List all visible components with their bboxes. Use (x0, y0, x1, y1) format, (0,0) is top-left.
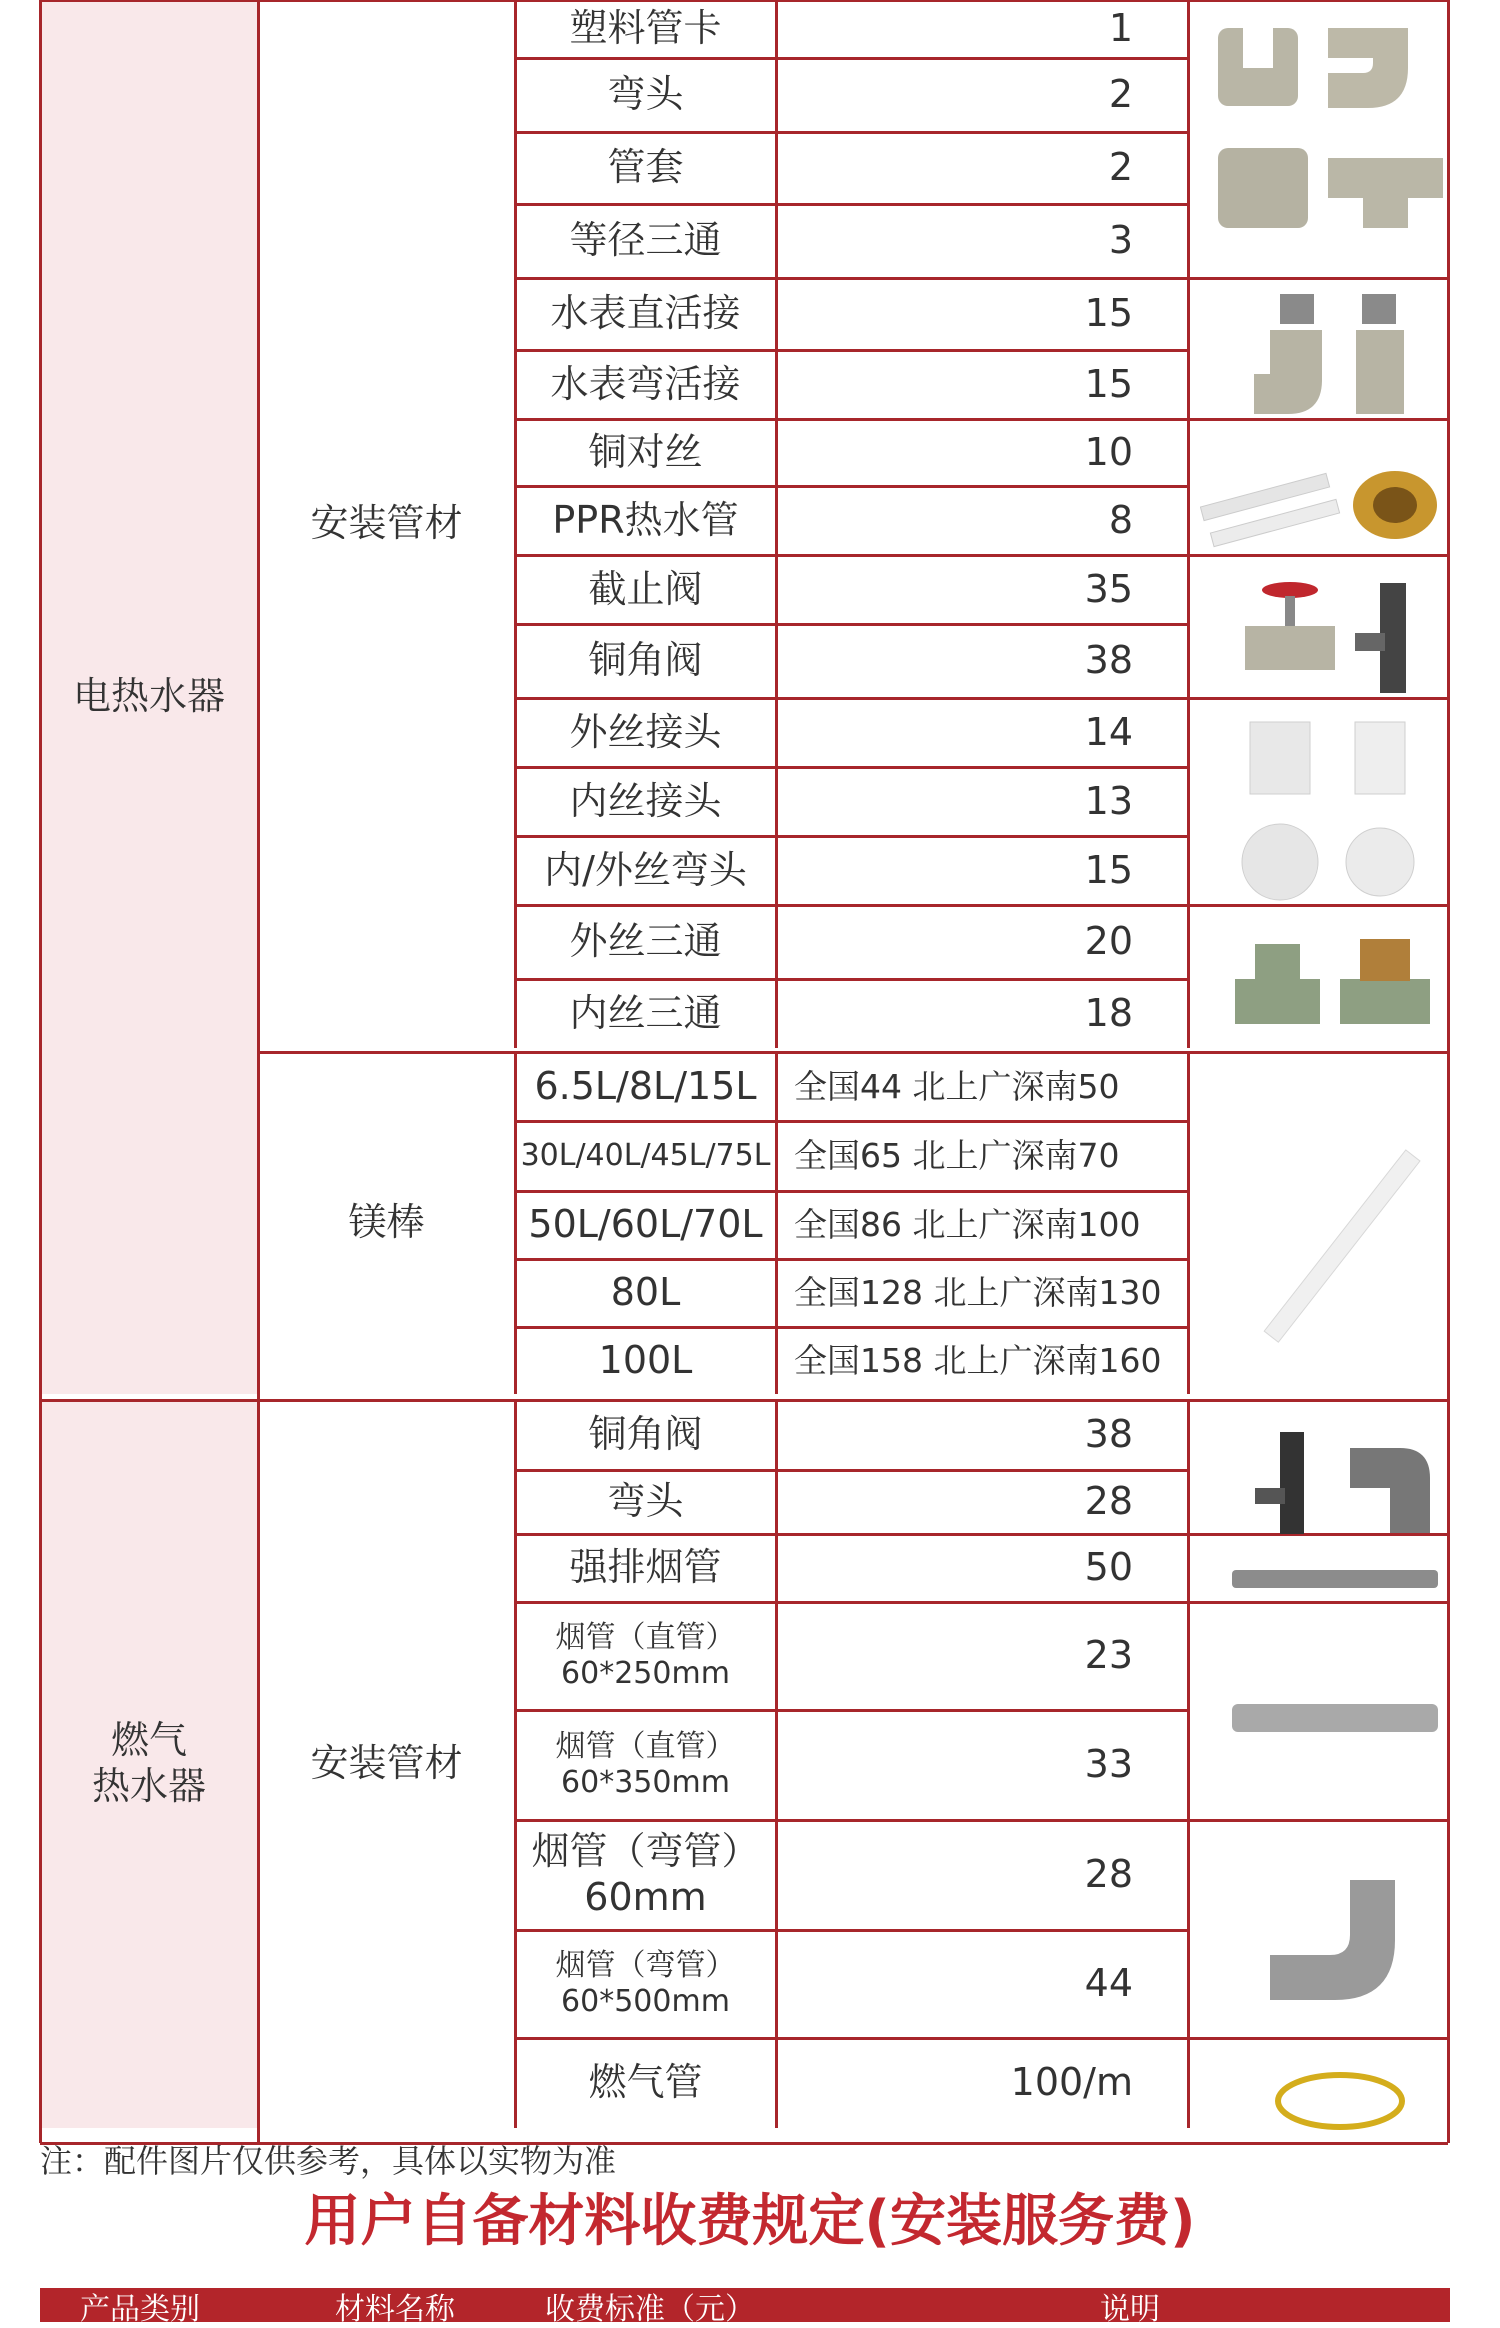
column-divider (514, 0, 517, 1048)
row-divider (515, 277, 1188, 280)
flue-elbow-image (1260, 1875, 1400, 2005)
fee-value: 全国44 北上广深南50 (794, 1066, 1120, 1106)
row-divider (1188, 2037, 1448, 2040)
row-divider (515, 203, 1188, 206)
row-divider (515, 697, 1188, 700)
row-divider (515, 1709, 1188, 1712)
ppr-pipe-brass-nipple-image (1200, 450, 1450, 560)
stop-valve-angle-valve-image (1230, 578, 1440, 698)
threaded-connectors-image (1230, 712, 1440, 907)
column-divider (775, 1400, 778, 2128)
fee-value: 全国158 北上广深南160 (794, 1340, 1162, 1380)
fee-value: 3 (1108, 218, 1133, 263)
category-name: 燃气 热水器 (91, 1718, 206, 1808)
material-name: 等径三通 (569, 218, 722, 263)
fee-value: 15 (1084, 361, 1133, 406)
note-text: 注：配件图片仅供参考，具体以实物为准 (40, 2142, 617, 2180)
fee-value: 50 (1084, 1545, 1133, 1590)
column-divider (257, 0, 260, 2143)
magnesium-rod-image (1230, 1140, 1450, 1360)
row-divider (515, 485, 1188, 488)
category-name: 电热水器 (72, 674, 225, 719)
fee-value: 38 (1084, 638, 1133, 683)
row-divider (40, 1399, 1448, 1402)
fee-value: 1 (1108, 6, 1133, 51)
material-name: 外丝接头 (569, 709, 722, 754)
material-name: 烟管（直管） 60*350mm (555, 1729, 736, 1800)
material-name: PPR热水管 (552, 497, 739, 542)
row-divider (515, 835, 1188, 838)
row-divider (515, 1469, 1188, 1472)
fee-value: 38 (1084, 1412, 1133, 1457)
row-divider (515, 1929, 1188, 1932)
pipe-clip-elbow-sleeve-tee-image (1208, 8, 1448, 238)
fee-value: 全国128 北上广深南130 (794, 1273, 1162, 1313)
row-divider (515, 2037, 1188, 2040)
row-divider (515, 904, 1188, 907)
fee-value: 18 (1084, 990, 1133, 1035)
column-divider (1447, 0, 1450, 2143)
fee-value: 33 (1084, 1742, 1133, 1787)
material-name: 内丝三通 (569, 990, 722, 1035)
fee-value: 23 (1084, 1633, 1133, 1678)
material-name: 铜角阀 (588, 638, 703, 683)
footer-header-fee: 收费标准（元） (545, 2292, 755, 2327)
material-name: 管套 (607, 145, 684, 190)
forced-exhaust-pipe-image (1230, 1566, 1440, 1592)
fee-value: 28 (1084, 1479, 1133, 1524)
fee-value: 14 (1084, 709, 1133, 754)
column-divider (514, 1400, 517, 2128)
fee-value: 15 (1084, 847, 1133, 892)
row-divider (515, 349, 1188, 352)
material-name: 外丝三通 (569, 919, 722, 964)
row-divider (515, 1601, 1188, 1604)
fee-value: 35 (1084, 566, 1133, 611)
fee-value: 2 (1108, 145, 1133, 190)
row-divider (1188, 1819, 1448, 1822)
row-divider (515, 1258, 1188, 1261)
material-name: 烟管（弯管） 60mm (531, 1829, 760, 1919)
material-name: 100L (598, 1337, 693, 1382)
row-divider (1188, 277, 1448, 280)
footer-header-remark: 说明 (1100, 2292, 1160, 2327)
fee-value: 28 (1084, 1852, 1133, 1897)
material-name: 弯头 (607, 1479, 684, 1524)
column-divider (1187, 0, 1190, 1048)
material-name: 内丝接头 (569, 778, 722, 823)
fee-value: 15 (1084, 291, 1133, 336)
material-name: 弯头 (607, 72, 684, 117)
material-name: 铜对丝 (588, 429, 703, 474)
footer-header-category: 产品类别 (80, 2292, 200, 2327)
material-name: 80L (610, 1270, 681, 1315)
material-name: 烟管（直管） 60*250mm (555, 1620, 736, 1691)
material-name: 烟管（弯管） 60*500mm (555, 1948, 736, 2019)
fee-value: 44 (1084, 1961, 1133, 2006)
row-divider (515, 1819, 1188, 1822)
row-divider (40, 0, 1448, 2)
row-divider (515, 1326, 1188, 1329)
fee-value: 10 (1084, 429, 1133, 474)
fee-value: 13 (1084, 778, 1133, 823)
row-divider (515, 554, 1188, 557)
row-divider (258, 1051, 1448, 1054)
column-divider (775, 1052, 778, 1394)
material-name: 截止阀 (588, 566, 703, 611)
water-meter-union-image (1240, 290, 1440, 420)
fee-value: 8 (1108, 497, 1133, 542)
row-divider (515, 623, 1188, 626)
footer-header-material: 材料名称 (335, 2292, 455, 2327)
row-divider (515, 766, 1188, 769)
column-divider (1187, 1400, 1190, 2128)
group-name: 镁棒 (348, 1200, 425, 1245)
row-divider (515, 131, 1188, 134)
straight-flue-pipe-image (1230, 1700, 1440, 1736)
group-name: 安装管材 (310, 501, 463, 546)
gas-angle-valve-elbow-image (1230, 1428, 1440, 1538)
row-divider (515, 978, 1188, 981)
row-divider (515, 418, 1188, 421)
material-name: 内/外丝弯头 (544, 847, 747, 892)
material-name: 强排烟管 (569, 1545, 722, 1590)
material-name: 铜角阀 (588, 1412, 703, 1457)
material-name: 塑料管卡 (569, 6, 722, 51)
material-name: 燃气管 (588, 2060, 703, 2105)
threaded-tee-image (1230, 934, 1440, 1034)
material-name: 30L/40L/45L/75L (520, 1138, 771, 1173)
column-divider (39, 0, 42, 2143)
material-name: 水表直活接 (550, 291, 741, 336)
section-heading: 用户自备材料收费规定(安装服务费) (304, 2189, 1196, 2254)
column-divider (1187, 1052, 1190, 1394)
row-divider (515, 1120, 1188, 1123)
row-divider (515, 1533, 1188, 1536)
material-name: 50L/60L/70L (528, 1202, 763, 1247)
gas-hose-image (1270, 2065, 1410, 2135)
fee-value: 2 (1108, 72, 1133, 117)
row-divider (515, 1190, 1188, 1193)
row-divider (515, 57, 1188, 60)
fee-value: 100/m (1010, 2060, 1133, 2105)
column-divider (775, 0, 778, 1048)
column-divider (514, 1052, 517, 1394)
fee-value: 全国86 北上广深南100 (794, 1205, 1141, 1245)
fee-value: 20 (1084, 919, 1133, 964)
group-name: 安装管材 (310, 1741, 463, 1786)
material-name: 6.5L/8L/15L (534, 1063, 757, 1108)
material-name: 水表弯活接 (550, 361, 741, 406)
fee-value: 全国65 北上广深南70 (794, 1136, 1120, 1176)
row-divider (1188, 1601, 1448, 1604)
